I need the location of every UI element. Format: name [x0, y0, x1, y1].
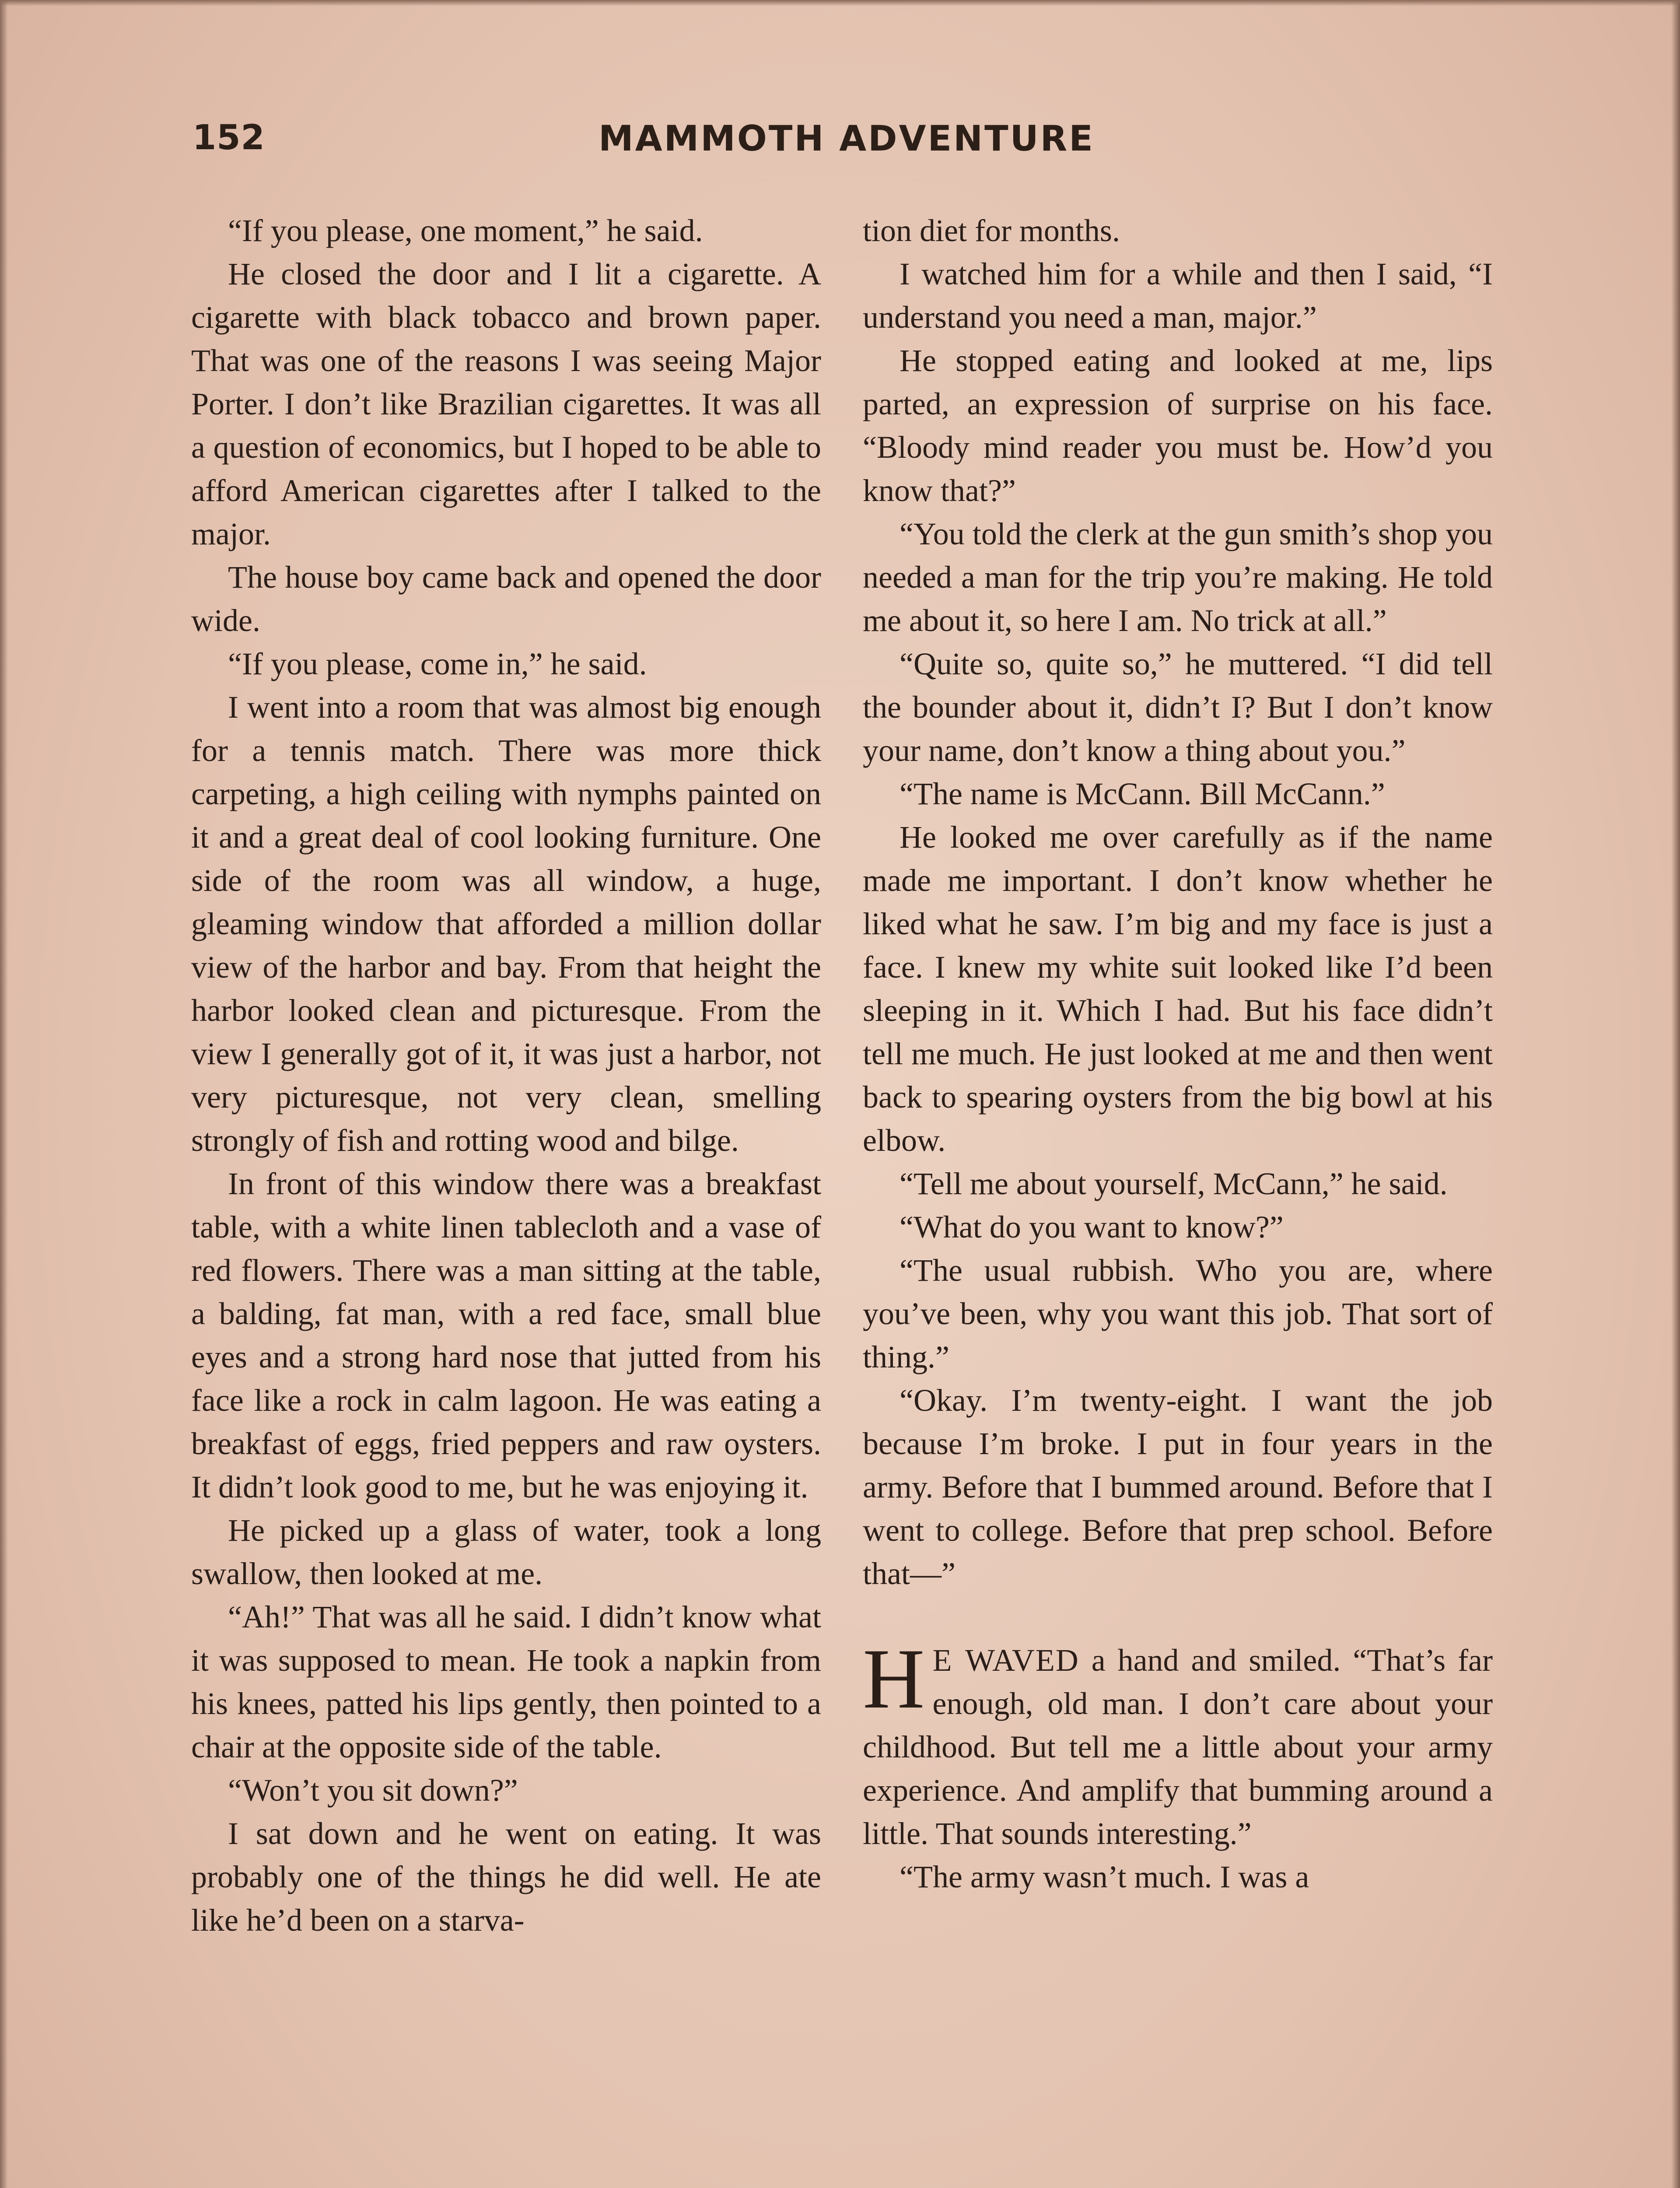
paragraph: “The usual rubbish. Who you are, where you’ve been, why you want this job. That sort of thing.” [863, 1253, 1493, 1375]
page-edge-shadow-right [1671, 0, 1680, 2188]
paragraph: “Okay. I’m twenty-eight. I want the job because I’m broke. I put in four years in the army. Before that I bummed around. Before that I went to college. Before that prep school. Before that—” [863, 1383, 1493, 1591]
paragraph: “Ah!” That was all he said. I didn’t know what it was supposed to mean. He took a napkin from his knees, patted his lips gently, then pointed to a chair at the opposite side of the table. [191, 1599, 821, 1764]
paragraph: I went into a room that was almost big enough for a tennis match. There was more thick carpeting, a high ceiling with nymphs painted on it and a great deal of cool looking furniture. One side of the room was all window, a huge, gleaming window that afforded a million dollar view of the harbor and bay. From that height the harbor looked clean and picturesque. From the view I generally got of it, it was just a harbor, not very picturesque, not very clean, smelling strongly of fish and rotting wood and bilge. [191, 690, 821, 1158]
paragraph: “If you please, one moment,” he said. [228, 213, 703, 248]
paragraph: I watched him for a while and then I said, “I understand you need a man, major.” [863, 256, 1493, 335]
paragraph: He looked me over carefully as if the name made me important. I don’t know whether he liked what he saw. I’m big and my face is just a face. I knew my white suit looked like I’d been sleeping in it. Which I had. But his face didn’t tell me much. He just looked at me and then went back to spearing oysters from the big bowl at his elbow. [863, 820, 1493, 1158]
paragraph: “The name is McCann. Bill McCann.” [900, 776, 1385, 811]
page-edge-shadow-left [0, 0, 8, 2188]
section-break-text: a hand and smiled. “That’s far enough, old man. I don’t care about your childhood. But tell me a little about your army experience. And amplify that bumming around a little. That sounds interesting.” [863, 1643, 1493, 1851]
lead-in-text: E WAVED [932, 1643, 1079, 1678]
paragraph: “What do you want to know?” [900, 1210, 1284, 1245]
section-break-paragraph [863, 1631, 1493, 1855]
left-column [191, 209, 821, 1942]
paragraph: I sat down and he went on eating. It was probably one of the things he did well. He ate like he’d been on a starva- [191, 1816, 821, 1938]
paragraph: “You told the clerk at the gun smith’s shop you needed a man for the trip you’re making. He told me about it, so here I am. No trick at all.” [863, 516, 1493, 638]
paragraph: In front of this window there was a breakfast table, with a white linen tablecloth and a vase of red flowers. There was a man sitting at the table, a balding, fat man, with a red face, small blue eyes and a strong hard nose that jutted from his face like a rock in calm lagoon. He was eating a breakfast of eggs, fried peppers and raw oysters. It didn’t look good to me, but he was enjoying it. [191, 1166, 821, 1504]
paragraph: He closed the door and I lit a cigarette. A cigarette with black tobacco and brown paper. That was one of the reasons I was seeing Major Porter. I don’t like Brazilian cigarettes. It was all a question of economics, but I hoped to be able to afford American cigarettes after I talked to the major. [191, 256, 821, 551]
paragraph-continuation: tion diet for months. [863, 213, 1120, 248]
paragraph: “Tell me about yourself, McCann,” he said. [900, 1166, 1448, 1201]
magazine-title: MAMMOTH ADVENTURE [598, 118, 1095, 159]
drop-cap: H [863, 1631, 925, 1726]
paragraph: “The army wasn’t much. I was a [900, 1859, 1309, 1894]
page-header [192, 118, 1501, 166]
paragraph: The house boy came back and opened the door wide. [191, 560, 821, 638]
paragraph: “Won’t you sit down?” [228, 1773, 518, 1808]
paragraph: He picked up a glass of water, took a long swallow, then looked at me. [191, 1513, 821, 1591]
page-number: 152 [192, 118, 265, 158]
right-column [863, 209, 1493, 1899]
paragraph: He stopped eating and looked at me, lips parted, an expression of surprise on his face. “Bloody mind reader you must be. How’d you know that?” [863, 343, 1493, 508]
paragraph: “Quite so, quite so,” he muttered. “I did tell the bounder about it, didn’t I? But I don’t know your name, don’t know a thing about you.” [863, 646, 1493, 768]
page-edge-shadow-top [0, 0, 1680, 6]
paragraph: “If you please, come in,” he said. [228, 646, 647, 681]
